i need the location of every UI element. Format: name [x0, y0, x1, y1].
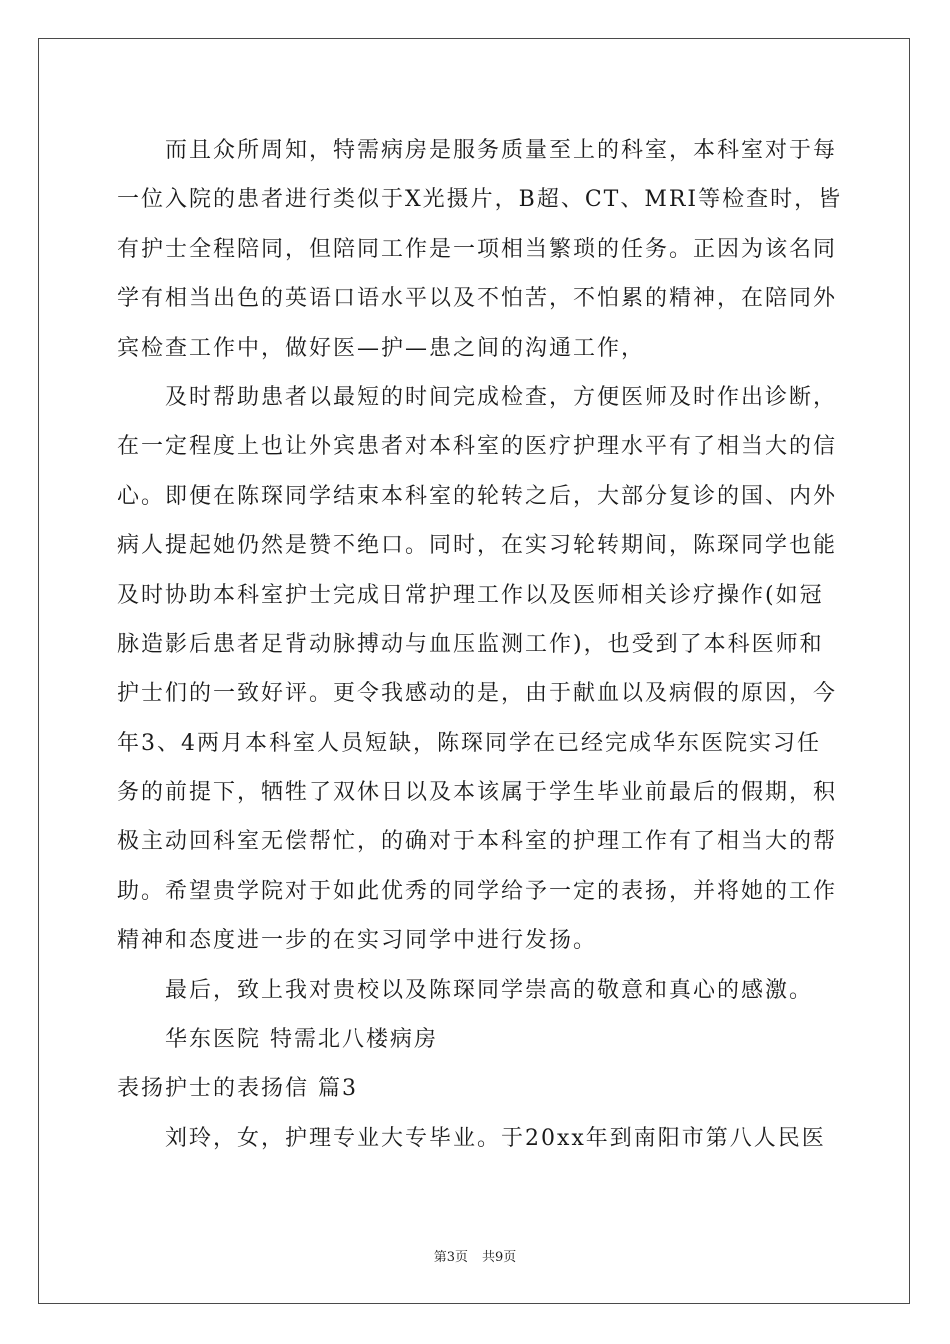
text-line: 务的前提下，牺牲了双休日以及本该属于学生毕业前最后的假期，积 [117, 780, 838, 806]
document-body [117, 126, 843, 1163]
text-line: 精神和态度进一步的在实习同学中进行发扬。 [117, 928, 598, 954]
text-line: 心。即便在陈琛同学结束本科室的轮转之后，大部分复诊的国、内外 [117, 483, 838, 509]
text-line: 护士们的一致好评。更令我感动的是，由于献血以及病假的原因，今 [117, 681, 838, 707]
text-line: 病人提起她仍然是赞不绝口。同时，在实习轮转期间，陈琛同学也能 [117, 533, 838, 559]
text-line: 最后，致上我对贵校以及陈琛同学崇高的敬意和真心的感激。 [165, 977, 814, 1003]
text-line: 而且众所周知，特需病房是服务质量至上的科室，本科室对于每 [165, 138, 838, 163]
text-line: 及时协助本科室护士完成日常护理工作以及医师相关诊疗操作(如冠 [117, 582, 824, 608]
text-line: 有护士全程陪同，但陪同工作是一项相当繁琐的任务。正因为该名同 [117, 236, 838, 262]
text-line: 一位入院的患者进行类似于X光摄片，B超、CT、MRI等检查时，皆 [117, 187, 843, 213]
text-line: 华东医院 特需北八楼病房 [165, 1027, 438, 1053]
text-line: 在一定程度上也让外宾患者对本科室的医疗护理水平有了相当大的信 [117, 434, 838, 460]
text-line: 刘玲，女，护理专业大专毕业。于20xx年到南阳市第八人民医 [165, 1125, 826, 1151]
text-line: 及时帮助患者以最短的时间完成检查，方便医师及时作出诊断， [165, 384, 838, 410]
text-line: 年3、4两月本科室人员短缺，陈琛同学在已经完成华东医院实习任 [117, 730, 821, 756]
text-line: 表扬护士的表扬信 篇3 [117, 1076, 358, 1102]
text-line: 学有相当出色的英语口语水平以及不怕苦，不怕累的精神，在陪同外 [117, 286, 838, 312]
page-total: 共9页 [482, 1250, 517, 1265]
text-line: 极主动回科室无偿帮忙，的确对于本科室的护理工作有了相当大的帮 [117, 829, 838, 855]
text-line: 宾检查工作中，做好医—护—患之间的沟通工作， [117, 335, 646, 361]
text-line: 助。希望贵学院对于如此优秀的同学给予一定的表扬，并将她的工作 [117, 878, 838, 904]
text-line: 脉造影后患者足背动脉搏动与血压监测工作)，也受到了本科医师和 [117, 631, 824, 657]
page-footer [0, 1246, 950, 1265]
page-number: 第3页 [433, 1250, 468, 1265]
